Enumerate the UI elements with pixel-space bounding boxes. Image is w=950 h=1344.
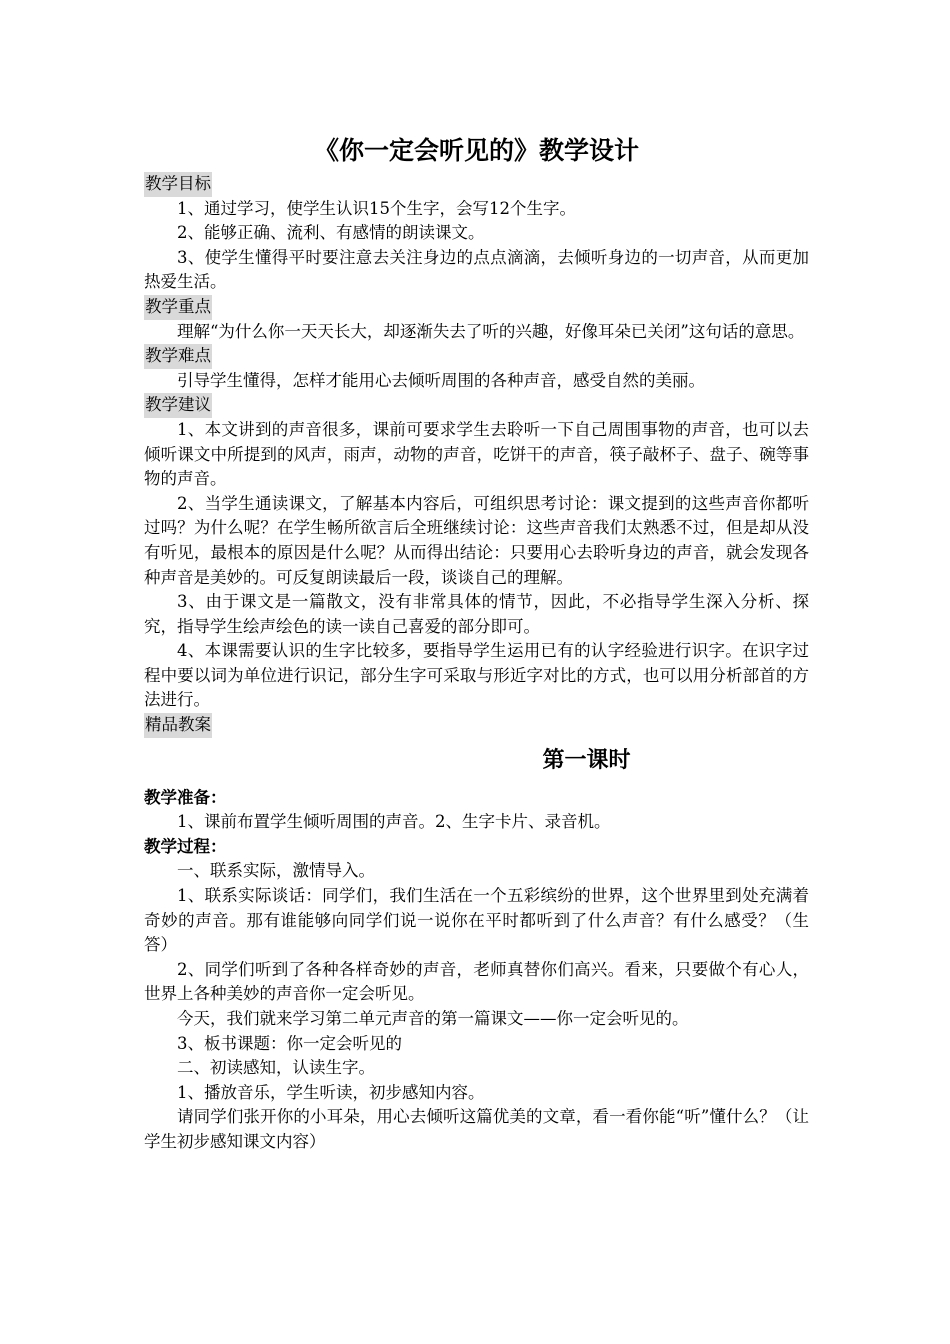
difficulty-heading: 教学难点 [144, 344, 212, 369]
suggestions-heading: 教学建议 [144, 393, 212, 418]
goal-item: 2、能够正确、流利、有感情的朗读课文。 [177, 223, 485, 243]
plan-heading: 精品教案 [144, 713, 212, 738]
suggestions-heading-row [144, 393, 809, 418]
process-step: 一、联系实际，激情导入。 [177, 861, 375, 881]
process-step: 今天，我们就来学习第二单元声音的第一篇课文——你一定会听见的。 [177, 1009, 689, 1028]
key-heading-row [144, 295, 809, 320]
prep-text: 1、课前布置学生倾听周围的声音。2、生字卡片、录音机。 [177, 812, 611, 832]
goal-item: 3、使学生懂得平时要注意去关注身边的点点滴滴，去倾听身边的一切声音，从而更加热爱生活。 [144, 247, 809, 292]
suggestion-item: 3、由于课文是一篇散文，没有非常具体的情节，因此，不必指导学生深入分析、探究，指导学生绘声绘色的读一读自己喜爱的部分即可。 [144, 592, 809, 636]
difficulty-heading-row [144, 344, 809, 369]
process-step: 请同学们张开你的小耳朵，用心去倾听这篇优美的文章，看一看你能“听”懂什么？（让学生初步感知课文内容） [144, 1107, 809, 1151]
plan-heading-row [144, 713, 809, 738]
goal-item: 1、通过学习，使学生认识15个生字，会写12个生字。 [177, 198, 576, 218]
key-heading: 教学重点 [144, 295, 212, 320]
process-step: 1、播放音乐，学生听读，初步感知内容。 [177, 1082, 485, 1102]
prep-heading: 教学准备： [144, 787, 227, 807]
lesson-title: 第一课时 [542, 746, 631, 773]
process-step: 二、初读感知，认读生字。 [177, 1058, 375, 1078]
suggestion-item: 4、本课需要认识的生字比较多，要指导学生运用已有的认字经验进行识字。在识字过程中要以词为单位进行识记，部分生字可采取与形近字对比的方式，也可以用分析部首的方法进行。 [144, 641, 809, 710]
process-step: 2、同学们听到了各种各样奇妙的声音，老师真替你们高兴。看来，只要做个有心人，世界上各种美妙的声音你一定会听见。 [144, 959, 809, 1004]
process-step: 1、联系实际谈话：同学们，我们生活在一个五彩缤纷的世界，这个世界里到处充满着奇妙的声音。那有谁能够向同学们说一说你在平时都听到了什么声音？有什么感受？（生答） [144, 886, 809, 955]
key-text: 理解“为什么你一天天长大，却逐渐失去了听的兴趣，好像耳朵已关闭”这句话的意思。 [177, 321, 805, 341]
difficulty-text: 引导学生懂得，怎样才能用心去倾听周围的各种声音，感受自然的美丽。 [177, 370, 705, 390]
process-heading: 教学过程： [144, 836, 227, 856]
goals-heading: 教学目标 [144, 172, 212, 197]
process-step: 3、板书课题：你一定会听见的 [177, 1033, 402, 1053]
suggestion-item: 2、当学生通读课文，了解基本内容后，可组织思考讨论：课文提到的这些声音你都听过吗？为什么呢？在学生畅所欲言后全班继续讨论：这些声音我们太熟悉不过，但是却从没有听见，最根本的原因是什么呢？从而得出结论：只要用心去聆听身边的声音，就会发现各种声音是美妙的。可反复朗读最后一段，谈谈自己的理解。 [144, 493, 809, 587]
goals-heading-row [144, 172, 809, 197]
suggestion-item: 1、本文讲到的声音很多，课前可要求学生去聆听一下自己周围事物的声音，也可以去倾听课文中所提到的风声，雨声，动物的声音，吃饼干的声音，筷子敲杯子、盘子、碗等事物的声音。 [144, 419, 809, 489]
document-title: 《你一定会听见的》教学设计 [313, 136, 639, 165]
document-body [144, 172, 809, 1155]
